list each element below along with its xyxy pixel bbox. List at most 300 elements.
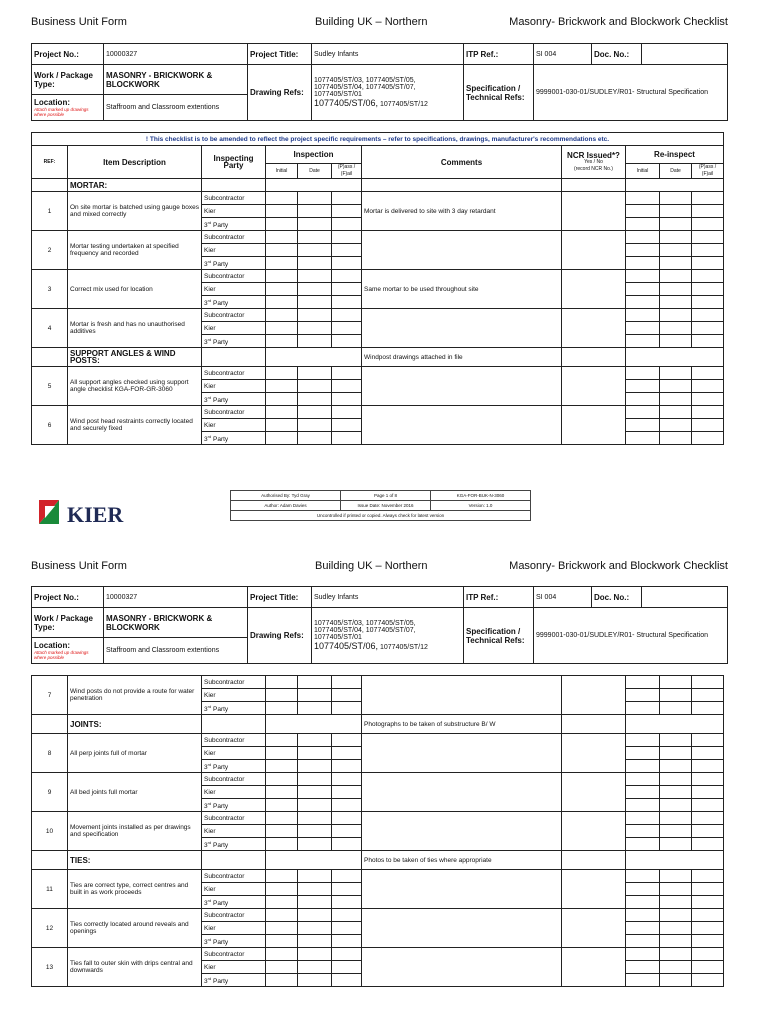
reinspect-date[interactable] — [660, 322, 692, 335]
reinspect-passfail[interactable] — [692, 367, 724, 380]
inspection-passfail[interactable] — [332, 380, 362, 393]
inspecting-party: Subcontractor — [202, 192, 266, 205]
item-ref: 8 — [32, 734, 68, 773]
inspection-date[interactable] — [298, 270, 332, 283]
section-reinspect — [626, 851, 724, 870]
reinspect-initial[interactable] — [626, 909, 660, 922]
reinspect-passfail[interactable] — [692, 896, 724, 909]
inspection-date[interactable] — [298, 734, 332, 747]
inspection-initial[interactable] — [266, 786, 298, 799]
inspection-passfail[interactable] — [332, 838, 362, 851]
reinspect-passfail[interactable] — [692, 432, 724, 445]
inspection-passfail[interactable] — [332, 432, 362, 445]
reinspect-date[interactable] — [660, 702, 692, 715]
reinspect-initial[interactable] — [626, 825, 660, 838]
col-initial: Initial — [266, 164, 298, 179]
reinspect-date[interactable] — [660, 231, 692, 244]
comments-cell[interactable]: Same mortar to be used throughout site — [362, 270, 562, 309]
ncr-cell[interactable] — [562, 270, 626, 309]
party-tail: Party — [211, 261, 229, 269]
inspection-date[interactable] — [298, 296, 332, 309]
reinspect-date[interactable] — [660, 419, 692, 432]
inspection-passfail[interactable] — [332, 689, 362, 702]
section-row — [32, 179, 724, 192]
reinspect-passfail[interactable] — [692, 244, 724, 257]
inspection-date[interactable] — [298, 192, 332, 205]
inspection-date[interactable] — [298, 825, 332, 838]
ncr-cell[interactable] — [562, 773, 626, 812]
inspection-date[interactable] — [298, 380, 332, 393]
inspection-initial[interactable] — [266, 773, 298, 786]
reinspect-initial[interactable] — [626, 734, 660, 747]
item-ref: 9 — [32, 773, 68, 812]
inspection-passfail[interactable] — [332, 883, 362, 896]
inspection-passfail[interactable] — [332, 296, 362, 309]
inspection-date[interactable] — [298, 870, 332, 883]
inspection-initial[interactable] — [266, 296, 298, 309]
inspection-initial[interactable] — [266, 974, 298, 987]
inspection-date[interactable] — [298, 922, 332, 935]
reinspect-passfail[interactable] — [692, 734, 724, 747]
reinspect-date[interactable] — [660, 961, 692, 974]
inspection-passfail[interactable] — [332, 218, 362, 231]
reinspect-initial[interactable] — [626, 786, 660, 799]
comments-cell[interactable] — [362, 406, 562, 445]
reinspect-initial[interactable] — [626, 393, 660, 406]
reinspect-passfail[interactable] — [692, 799, 724, 812]
inspection-initial[interactable] — [266, 799, 298, 812]
party-tail: Party — [211, 222, 229, 230]
comments-cell[interactable] — [362, 734, 562, 773]
reinspect-passfail[interactable] — [692, 838, 724, 851]
reinspect-date[interactable] — [660, 838, 692, 851]
comments-cell[interactable] — [362, 870, 562, 909]
inspection-date[interactable] — [298, 812, 332, 825]
reinspect-initial[interactable] — [626, 948, 660, 961]
reinspect-initial[interactable] — [626, 218, 660, 231]
reinspect-date[interactable] — [660, 948, 692, 961]
footer-code: KGA-FOR-BUK-N-3060 — [431, 491, 531, 501]
reinspect-initial[interactable] — [626, 689, 660, 702]
section-ref — [32, 851, 68, 870]
reinspect-passfail[interactable] — [692, 773, 724, 786]
inspection-passfail[interactable] — [332, 909, 362, 922]
reinspect-date[interactable] — [660, 760, 692, 773]
inspection-passfail[interactable] — [332, 825, 362, 838]
reinspect-initial[interactable] — [626, 812, 660, 825]
form-title: Business Unit Form — [31, 16, 127, 28]
reinspect-date[interactable] — [660, 812, 692, 825]
inspection-date[interactable] — [298, 257, 332, 270]
inspection-passfail[interactable] — [332, 335, 362, 348]
inspection-passfail[interactable] — [332, 702, 362, 715]
inspection-initial[interactable] — [266, 393, 298, 406]
ncr-cell[interactable] — [562, 309, 626, 348]
table-row — [32, 676, 724, 689]
inspection-date[interactable] — [298, 948, 332, 961]
inspection-passfail[interactable] — [332, 948, 362, 961]
reinspect-initial[interactable] — [626, 257, 660, 270]
inspection-passfail[interactable] — [332, 935, 362, 948]
ncr-cell[interactable] — [562, 870, 626, 909]
inspection-passfail[interactable] — [332, 205, 362, 218]
reinspect-date[interactable] — [660, 296, 692, 309]
reinspect-date[interactable] — [660, 367, 692, 380]
inspection-passfail[interactable] — [332, 922, 362, 935]
reinspect-passfail[interactable] — [692, 270, 724, 283]
inspection-initial[interactable] — [266, 922, 298, 935]
reinspect-initial[interactable] — [626, 380, 660, 393]
inspection-date[interactable] — [298, 406, 332, 419]
reinspect-passfail[interactable] — [692, 689, 724, 702]
reinspect-date[interactable] — [660, 935, 692, 948]
reinspect-date[interactable] — [660, 257, 692, 270]
inspection-date[interactable] — [298, 689, 332, 702]
inspecting-party: Subcontractor — [202, 773, 266, 786]
inspection-date[interactable] — [298, 760, 332, 773]
comments-cell[interactable] — [362, 909, 562, 948]
comments-cell[interactable] — [362, 367, 562, 406]
reinspect-initial[interactable] — [626, 309, 660, 322]
inspection-initial[interactable] — [266, 432, 298, 445]
inspection-initial[interactable] — [266, 870, 298, 883]
reinspect-initial[interactable] — [626, 270, 660, 283]
reinspect-passfail[interactable] — [692, 335, 724, 348]
reinspect-passfail[interactable] — [692, 218, 724, 231]
reinspect-passfail[interactable] — [692, 283, 724, 296]
reinspect-date[interactable] — [660, 335, 692, 348]
ncr-cell[interactable] — [562, 367, 626, 406]
party-tail: Party — [211, 339, 229, 347]
reinspect-initial[interactable] — [626, 974, 660, 987]
reinspect-passfail[interactable] — [692, 909, 724, 922]
inspection-initial[interactable] — [266, 192, 298, 205]
inspection-date[interactable] — [298, 205, 332, 218]
inspection-passfail[interactable] — [332, 812, 362, 825]
reinspect-passfail[interactable] — [692, 974, 724, 987]
ncr-cell[interactable] — [562, 948, 626, 987]
reinspect-date[interactable] — [660, 909, 692, 922]
inspection-date[interactable] — [298, 335, 332, 348]
inspection-date[interactable] — [298, 909, 332, 922]
reinspect-date[interactable] — [660, 309, 692, 322]
reinspect-initial[interactable] — [626, 192, 660, 205]
inspection-initial[interactable] — [266, 883, 298, 896]
inspection-date[interactable] — [298, 773, 332, 786]
inspection-passfail[interactable] — [332, 419, 362, 432]
inspection-initial[interactable] — [266, 689, 298, 702]
reinspect-initial[interactable] — [626, 296, 660, 309]
reinspect-initial[interactable] — [626, 432, 660, 445]
reinspect-passfail[interactable] — [692, 676, 724, 689]
reinspect-date[interactable] — [660, 406, 692, 419]
inspection-initial[interactable] — [266, 812, 298, 825]
reinspect-passfail[interactable] — [692, 747, 724, 760]
reinspect-date[interactable] — [660, 283, 692, 296]
inspection-passfail[interactable] — [332, 283, 362, 296]
reinspect-date[interactable] — [660, 205, 692, 218]
inspection-date[interactable] — [298, 393, 332, 406]
reinspect-date[interactable] — [660, 432, 692, 445]
inspecting-party: Kier — [202, 244, 266, 257]
inspection-date[interactable] — [298, 838, 332, 851]
inspection-date[interactable] — [298, 786, 332, 799]
reinspect-date[interactable] — [660, 270, 692, 283]
reinspect-date[interactable] — [660, 689, 692, 702]
inspection-date[interactable] — [298, 432, 332, 445]
inspection-passfail[interactable] — [332, 760, 362, 773]
inspection-initial[interactable] — [266, 909, 298, 922]
inspection-date[interactable] — [298, 231, 332, 244]
reinspect-initial[interactable] — [626, 773, 660, 786]
table-row — [32, 812, 724, 825]
inspection-date[interactable] — [298, 883, 332, 896]
inspection-initial[interactable] — [266, 935, 298, 948]
inspection-date[interactable] — [298, 283, 332, 296]
inspection-passfail[interactable] — [332, 974, 362, 987]
party-3: 3 — [204, 261, 208, 269]
reinspect-passfail[interactable] — [692, 922, 724, 935]
reinspect-date[interactable] — [660, 883, 692, 896]
reinspect-initial[interactable] — [626, 335, 660, 348]
reinspect-passfail[interactable] — [692, 393, 724, 406]
reinspect-initial[interactable] — [626, 283, 660, 296]
reinspect-initial[interactable] — [626, 961, 660, 974]
inspection-initial[interactable] — [266, 367, 298, 380]
reinspect-date[interactable] — [660, 870, 692, 883]
inspection-date[interactable] — [298, 974, 332, 987]
inspection-passfail[interactable] — [332, 406, 362, 419]
reinspect-initial[interactable] — [626, 702, 660, 715]
reinspect-date[interactable] — [660, 192, 692, 205]
inspection-date[interactable] — [298, 935, 332, 948]
inspection-initial[interactable] — [266, 309, 298, 322]
inspection-initial[interactable] — [266, 702, 298, 715]
comments-cell[interactable] — [362, 948, 562, 987]
reinspect-passfail[interactable] — [692, 322, 724, 335]
inspection-passfail[interactable] — [332, 244, 362, 257]
inspection-date[interactable] — [298, 419, 332, 432]
reinspect-initial[interactable] — [626, 799, 660, 812]
inspection-initial[interactable] — [266, 676, 298, 689]
section-inspection — [266, 348, 362, 367]
inspection-passfail[interactable] — [332, 870, 362, 883]
reinspect-date[interactable] — [660, 218, 692, 231]
inspecting-party: Kier — [202, 322, 266, 335]
inspection-initial[interactable] — [266, 734, 298, 747]
reinspect-passfail[interactable] — [692, 883, 724, 896]
inspection-date[interactable] — [298, 896, 332, 909]
inspection-initial[interactable] — [266, 419, 298, 432]
inspection-passfail[interactable] — [332, 734, 362, 747]
party-sup: rd — [207, 394, 212, 400]
inspection-initial[interactable] — [266, 380, 298, 393]
inspection-initial[interactable] — [266, 825, 298, 838]
inspection-date[interactable] — [298, 218, 332, 231]
inspection-date[interactable] — [298, 309, 332, 322]
reinspect-passfail[interactable] — [692, 231, 724, 244]
inspection-initial[interactable] — [266, 406, 298, 419]
drawing-ref-12: 1077405/ST/12 — [378, 101, 428, 108]
party-tail: Party — [211, 436, 229, 444]
project-title-value: Sudley Infants — [312, 44, 464, 65]
reinspect-passfail[interactable] — [692, 870, 724, 883]
reinspect-date[interactable] — [660, 974, 692, 987]
reinspect-date[interactable] — [660, 773, 692, 786]
reinspect-initial[interactable] — [626, 922, 660, 935]
reinspect-initial[interactable] — [626, 676, 660, 689]
reinspect-passfail[interactable] — [692, 309, 724, 322]
inspection-initial[interactable] — [266, 283, 298, 296]
reinspect-initial[interactable] — [626, 870, 660, 883]
reinspect-date[interactable] — [660, 734, 692, 747]
inspection-date[interactable] — [298, 961, 332, 974]
reinspect-passfail[interactable] — [692, 257, 724, 270]
inspection-initial[interactable] — [266, 231, 298, 244]
inspection-initial[interactable] — [266, 205, 298, 218]
reinspect-passfail[interactable] — [692, 760, 724, 773]
reinspect-initial[interactable] — [626, 419, 660, 432]
inspection-date[interactable] — [298, 322, 332, 335]
reinspect-initial[interactable] — [626, 883, 660, 896]
inspection-passfail[interactable] — [332, 322, 362, 335]
inspecting-party: Subcontractor — [202, 309, 266, 322]
inspection-initial[interactable] — [266, 896, 298, 909]
ncr-cell[interactable] — [562, 406, 626, 445]
table-row — [32, 367, 724, 380]
reinspect-initial[interactable] — [626, 406, 660, 419]
inspection-initial[interactable] — [266, 270, 298, 283]
inspection-passfail[interactable] — [332, 786, 362, 799]
inspection-passfail[interactable] — [332, 961, 362, 974]
inspecting-party: Kier — [202, 419, 266, 432]
reinspect-initial[interactable] — [626, 935, 660, 948]
reinspect-initial[interactable] — [626, 244, 660, 257]
reinspect-date[interactable] — [660, 393, 692, 406]
inspection-passfail[interactable] — [332, 192, 362, 205]
reinspect-passfail[interactable] — [692, 296, 724, 309]
reinspect-initial[interactable] — [626, 747, 660, 760]
party-3: 3 — [204, 978, 208, 986]
reinspect-initial[interactable] — [626, 896, 660, 909]
ncr-cell[interactable] — [562, 812, 626, 851]
comments-cell[interactable] — [362, 812, 562, 851]
party-3: 3 — [204, 339, 208, 347]
reinspect-passfail[interactable] — [692, 192, 724, 205]
ncr-cell[interactable] — [562, 909, 626, 948]
inspecting-party — [202, 799, 266, 812]
inspection-passfail[interactable] — [332, 309, 362, 322]
comments-cell[interactable]: Mortar is delivered to site with 3 day retardant — [362, 192, 562, 231]
reinspect-passfail[interactable] — [692, 419, 724, 432]
reinspect-date[interactable] — [660, 896, 692, 909]
inspection-date[interactable] — [298, 747, 332, 760]
item-ref: 13 — [32, 948, 68, 987]
inspection-initial[interactable] — [266, 948, 298, 961]
inspection-date[interactable] — [298, 244, 332, 257]
inspection-passfail[interactable] — [332, 896, 362, 909]
reinspect-date[interactable] — [660, 799, 692, 812]
inspection-passfail[interactable] — [332, 773, 362, 786]
inspection-initial[interactable] — [266, 322, 298, 335]
inspection-passfail[interactable] — [332, 270, 362, 283]
footer-authorised: Authorised By: Tyd Gray — [231, 491, 341, 501]
inspection-passfail[interactable] — [332, 231, 362, 244]
comments-cell[interactable] — [362, 676, 562, 715]
ncr-cell[interactable] — [562, 192, 626, 231]
reinspect-initial[interactable] — [626, 367, 660, 380]
inspecting-party — [202, 296, 266, 309]
reinspect-passfail[interactable] — [692, 205, 724, 218]
section-comment[interactable]: Photographs to be taken of substructure B/ W — [362, 715, 562, 734]
reinspect-initial[interactable] — [626, 760, 660, 773]
reinspect-passfail[interactable] — [692, 948, 724, 961]
reinspect-date[interactable] — [660, 825, 692, 838]
inspection-initial[interactable] — [266, 335, 298, 348]
inspection-initial[interactable] — [266, 257, 298, 270]
reinspect-date[interactable] — [660, 922, 692, 935]
reinspect-date[interactable] — [660, 676, 692, 689]
inspection-date[interactable] — [298, 799, 332, 812]
reinspect-passfail[interactable] — [692, 786, 724, 799]
drawing-refs — [312, 65, 464, 121]
inspection-passfail[interactable] — [332, 393, 362, 406]
ncr-cell[interactable] — [562, 231, 626, 270]
inspection-date[interactable] — [298, 367, 332, 380]
inspection-date[interactable] — [298, 702, 332, 715]
inspection-initial[interactable] — [266, 218, 298, 231]
reinspect-initial[interactable] — [626, 231, 660, 244]
section-comment[interactable] — [362, 179, 562, 192]
section-comment[interactable]: Windpost drawings attached in file — [362, 348, 562, 367]
reinspect-passfail[interactable] — [692, 961, 724, 974]
comments-cell[interactable] — [362, 231, 562, 270]
inspection-passfail[interactable] — [332, 799, 362, 812]
reinspect-passfail[interactable] — [692, 702, 724, 715]
inspection-initial[interactable] — [266, 747, 298, 760]
ncr-cell[interactable] — [562, 734, 626, 773]
form-title-p2: Business Unit Form — [31, 560, 127, 572]
reinspect-initial[interactable] — [626, 322, 660, 335]
reinspect-passfail[interactable] — [692, 380, 724, 393]
reinspect-passfail[interactable] — [692, 935, 724, 948]
ncr-cell[interactable] — [562, 676, 626, 715]
party-sup: rd — [207, 897, 212, 903]
comments-cell[interactable] — [362, 309, 562, 348]
reinspect-passfail[interactable] — [692, 825, 724, 838]
inspection-initial[interactable] — [266, 961, 298, 974]
inspection-initial[interactable] — [266, 244, 298, 257]
reinspect-date[interactable] — [660, 380, 692, 393]
section-comment[interactable]: Photos to be taken of ties where appropriate — [362, 851, 562, 870]
inspection-initial[interactable] — [266, 838, 298, 851]
reinspect-initial[interactable] — [626, 838, 660, 851]
inspection-passfail[interactable] — [332, 367, 362, 380]
reinspect-passfail[interactable] — [692, 406, 724, 419]
inspection-passfail[interactable] — [332, 676, 362, 689]
inspection-passfail[interactable] — [332, 747, 362, 760]
inspection-date[interactable] — [298, 676, 332, 689]
inspection-passfail[interactable] — [332, 257, 362, 270]
checklist-table-page1 — [31, 132, 724, 445]
reinspect-date[interactable] — [660, 747, 692, 760]
reinspect-date[interactable] — [660, 244, 692, 257]
reinspect-initial[interactable] — [626, 205, 660, 218]
comments-cell[interactable] — [362, 773, 562, 812]
reinspect-passfail[interactable] — [692, 812, 724, 825]
inspection-initial[interactable] — [266, 760, 298, 773]
reinspect-date[interactable] — [660, 786, 692, 799]
